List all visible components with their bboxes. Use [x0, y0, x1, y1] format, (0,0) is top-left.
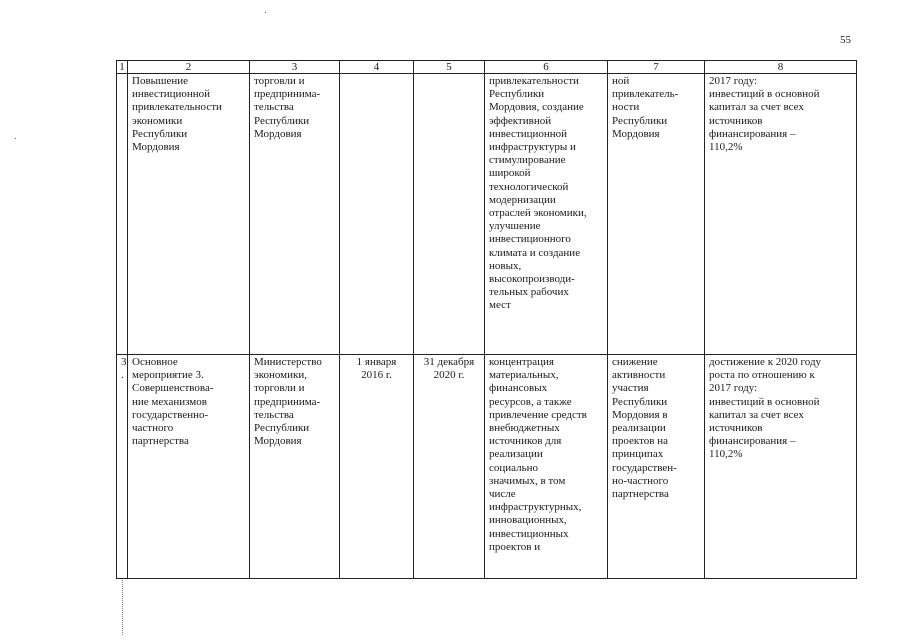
header-cell-4: 4 [340, 61, 414, 74]
start-date [340, 74, 414, 355]
header-cell-6: 6 [485, 61, 608, 74]
scan-speck [15, 138, 16, 139]
expected-result: концентрация материальных, финансовых ресурсов, а также привлечение средств внебюджетных источников для реализации социально значимых, в том числе инфраструктурных, инновационных, инвестиционных проектов и [485, 355, 608, 579]
header-cell-1: 1 [117, 61, 128, 74]
header-cell-3: 3 [250, 61, 340, 74]
consequences-of-non-implementation: ной привлекатель- ности Республики Мордовия [608, 74, 705, 355]
start-date: 1 января 2016 г. [340, 355, 414, 579]
measure-name: Основное мероприятие 3. Совершенствова- ние механизмов государственно- частного партнерства [128, 355, 250, 579]
consequences-of-non-implementation: снижение активности участия Республики Мордовия в реализации проектов на принципах государствен- но-частного партнерства [608, 355, 705, 579]
responsible-executor: торговли и предпринима- тельства Республики Мордовия [250, 74, 340, 355]
header-cell-7: 7 [608, 61, 705, 74]
row-number: 3. [117, 355, 128, 579]
indicator-link: 2017 году: инвестиций в основной капитал за счет всех источников финансирования – 110,2% [705, 74, 857, 355]
end-date: 31 декабря 2020 г. [414, 355, 485, 579]
end-date [414, 74, 485, 355]
header-cell-8: 8 [705, 61, 857, 74]
program-measures-table [116, 60, 857, 579]
measure-name: Повышение инвестиционной привлекательности экономики Республики Мордовия [128, 74, 250, 355]
expected-result: привлекательности Республики Мордовия, создание эффективной инвестиционной инфраструктуры и стимулирование широкой технологической модернизации отраслей экономики, улучшение инвестиционного климата и создание новых, высокопроизводи- тельных рабочих мест [485, 74, 608, 355]
indicator-link: достижение к 2020 году роста по отношению к 2017 году: инвестиций в основной капитал за счет всех источников финансирования – 110,2% [705, 355, 857, 579]
scan-dotted-line [122, 580, 123, 635]
header-cell-5: 5 [414, 61, 485, 74]
header-cell-2: 2 [128, 61, 250, 74]
header-row [117, 61, 857, 74]
table-row [117, 74, 857, 355]
table-row [117, 355, 857, 579]
page-number: 55 [840, 34, 851, 46]
responsible-executor: Министерство экономики, торговли и предпринима- тельства Республики Мордовия [250, 355, 340, 579]
scan-speck [265, 12, 266, 13]
row-number [117, 74, 128, 355]
